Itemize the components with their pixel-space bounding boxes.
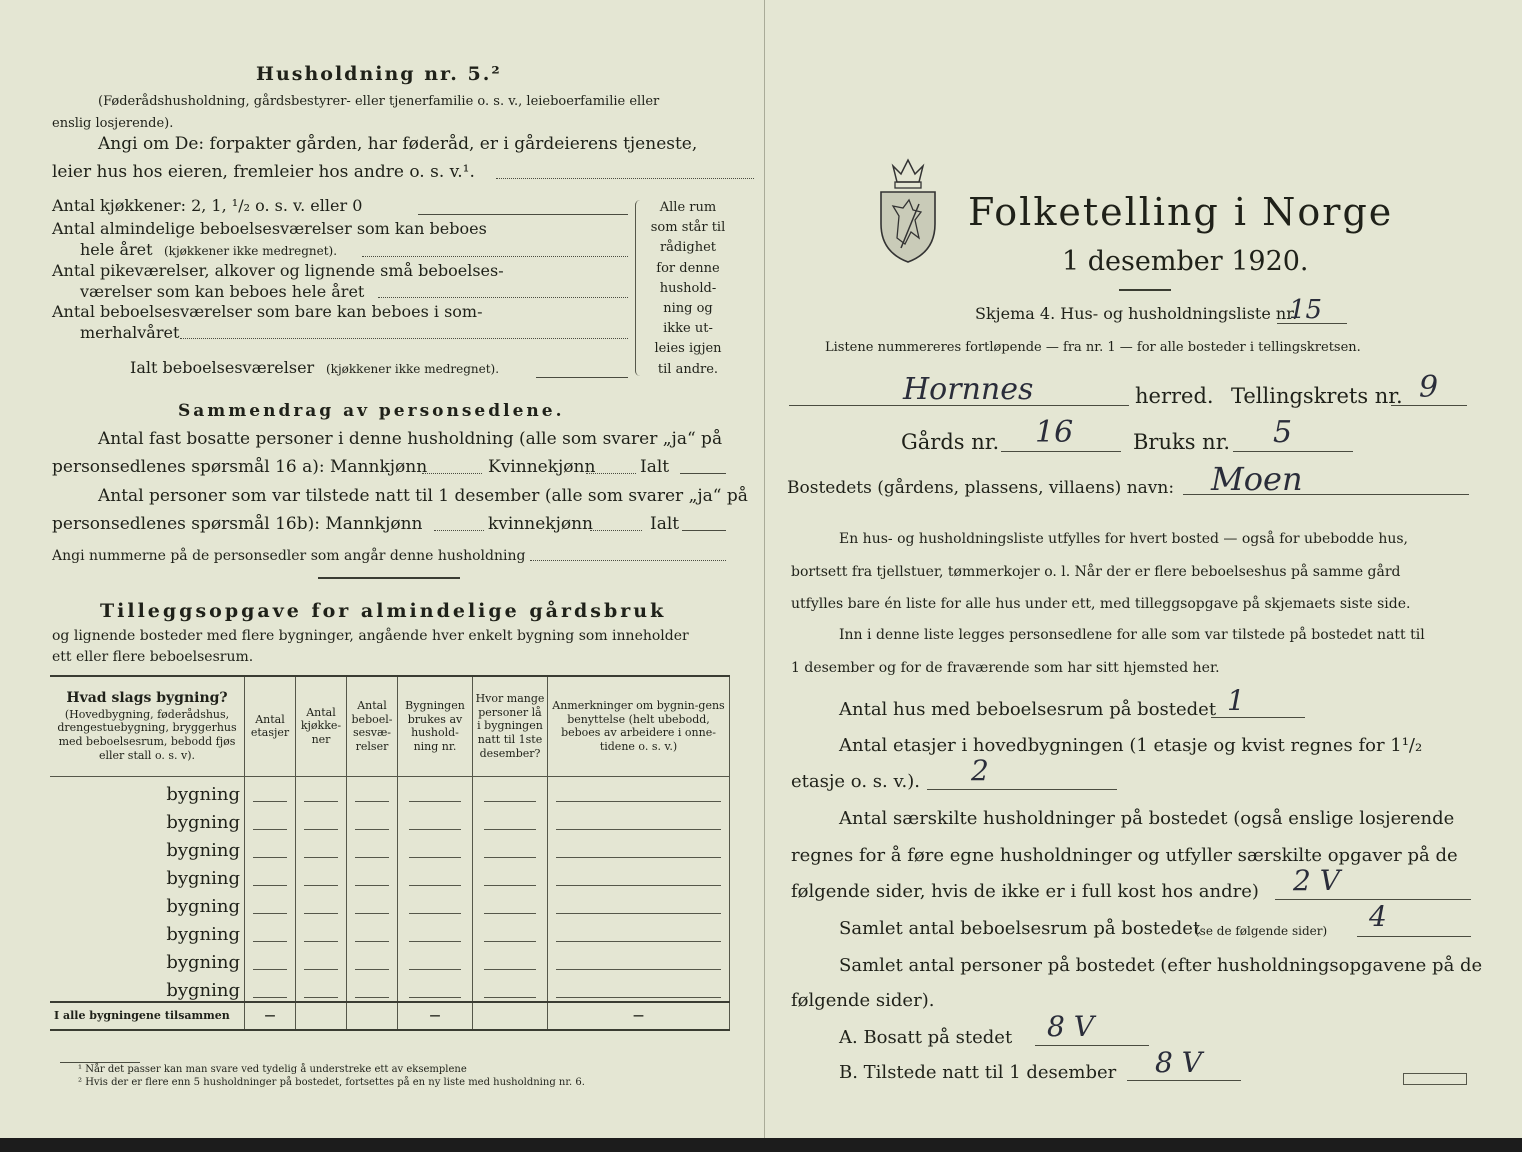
tellingskrets-field[interactable]	[1391, 405, 1467, 406]
cell[interactable]	[398, 833, 473, 861]
q-hush-value[interactable]: 2 V	[1293, 864, 1340, 897]
total-field-2[interactable]	[682, 530, 726, 531]
table-row	[50, 889, 730, 917]
cell[interactable]	[548, 917, 730, 945]
census-date: 1 desember 1920.	[1062, 246, 1309, 277]
instruction-3: utfylles bare én liste for alle hus under ett, med tilleggsopgave på skjemaets siste side.	[791, 596, 1411, 612]
q-hus-field[interactable]	[1211, 717, 1305, 718]
footnote-1: ¹ Når det passer kan man svare ved tydelig å understreke ett av eksemplene	[78, 1064, 467, 1075]
skjema-value[interactable]: 15	[1289, 295, 1323, 325]
summary-line-1: Antal fast bosatte personer i denne husholdning (alle som svarer „ja“ på	[98, 429, 723, 449]
listene-note: Listene nummereres fortløpende — fra nr. 1 — for alle bosteder i tellingskretsen.	[825, 340, 1361, 355]
total-household[interactable]: —	[398, 1002, 473, 1030]
ialt-label-1: Ialt	[640, 457, 670, 477]
th-kitchens: Antal kjøkke-ner	[296, 676, 347, 776]
intro-line-2: enslig losjerende).	[52, 116, 174, 131]
census-title: Folketelling i Norge	[968, 190, 1394, 234]
summary-line-3: Antal personer som var tilstede natt til 1 desember (alle som svarer „ja“ på	[98, 486, 748, 506]
a-label: A. Bosatt på stedet	[839, 1027, 1013, 1048]
cell[interactable]	[398, 917, 473, 945]
angi-field[interactable]	[496, 178, 754, 179]
cell[interactable]	[245, 833, 296, 861]
table-row	[50, 776, 730, 805]
maid-rooms-field[interactable]	[378, 297, 628, 298]
tellingskrets-value[interactable]: 9	[1419, 370, 1439, 405]
cell[interactable]	[473, 945, 548, 973]
cell[interactable]	[296, 776, 347, 805]
q-rum-field[interactable]	[1357, 936, 1471, 937]
gards-label: Gårds nr.	[901, 430, 1000, 454]
q-etasjer-1: Antal etasjer i hovedbygningen (1 etasje og kvist regnes for 1¹/₂	[839, 735, 1423, 756]
cell[interactable]	[398, 776, 473, 805]
cell[interactable]	[347, 945, 398, 973]
q-etasjer-2: etasje o. s. v.).	[791, 771, 920, 792]
women-label-1: Kvinnekjønn	[488, 457, 596, 477]
brace	[635, 200, 640, 376]
cell[interactable]	[473, 973, 548, 1002]
th-household: Bygningen brukes av hushold-ning nr.	[398, 676, 473, 776]
table-row	[50, 917, 730, 945]
cell[interactable]	[398, 889, 473, 917]
numbers-field[interactable]	[530, 560, 726, 561]
rooms-kitchens: Antal kjøkkener: 2, 1, ¹/₂ o. s. v. eller 0	[52, 196, 363, 215]
b-value[interactable]: 8 V	[1155, 1046, 1202, 1079]
q-rum-value[interactable]: 4	[1369, 900, 1387, 933]
row-label: bygning	[50, 861, 245, 889]
cell[interactable]	[473, 833, 548, 861]
q-hush-2: regnes for å føre egne husholdninger og utfyller særskilte opgaver på de	[791, 845, 1458, 866]
women-label-2: kvinnekjønn	[488, 514, 594, 534]
rooms-ordinary: Antal almindelige beboelsesværelser som kan beboes	[52, 219, 487, 238]
cell[interactable]	[245, 805, 296, 833]
ialt-field[interactable]	[536, 377, 628, 378]
cell[interactable]	[473, 917, 548, 945]
summer-rooms-field[interactable]	[180, 338, 628, 339]
summary-title: Sammendrag av personsedlene.	[178, 401, 565, 421]
skjema-label: Skjema 4. Hus- og husholdningsliste nr.	[975, 304, 1298, 323]
q-hush-1: Antal særskilte husholdninger på bostedet (også enslige losjerende	[839, 808, 1455, 829]
q-pers-2: følgende sider).	[791, 990, 935, 1011]
rooms-maid-2: værelser som kan beboes hele året	[80, 282, 365, 301]
instruction-2: bortsett fra tjellstuer, tømmerkojer o. l. Når der er flere beboelseshus på samme gård	[791, 564, 1401, 580]
household-title: Husholdning nr. 5.²	[256, 63, 502, 85]
row-label: bygning	[50, 945, 245, 973]
cell[interactable]	[296, 889, 347, 917]
cell[interactable]	[473, 805, 548, 833]
instruction-1: En hus- og husholdningsliste utfylles for hvert bosted — også for ubebodde hus,	[839, 531, 1408, 547]
divider	[318, 577, 460, 579]
q-etasjer-value[interactable]: 2	[971, 754, 989, 787]
bruks-label: Bruks nr.	[1133, 430, 1231, 454]
kitchens-field[interactable]	[418, 214, 628, 215]
bruks-field[interactable]	[1233, 451, 1353, 452]
row-label: bygning	[50, 805, 245, 833]
summary-line-4: personsedlenes spørsmål 16b): Mannkjønn	[52, 514, 423, 534]
b-label: B. Tilstede natt til 1 desember	[839, 1062, 1117, 1083]
ordinary-rooms-field[interactable]	[362, 256, 628, 257]
ialt-label: Ialt beboelsesværelser	[130, 358, 315, 377]
cell[interactable]	[548, 833, 730, 861]
total-rooms[interactable]	[347, 1002, 398, 1030]
cell[interactable]	[398, 861, 473, 889]
cell[interactable]	[548, 889, 730, 917]
cell[interactable]	[548, 973, 730, 1002]
instruction-4: Inn i denne liste legges personsedlene for alle som var tilstede på bostedet natt til	[839, 627, 1425, 643]
cell[interactable]	[398, 973, 473, 1002]
rooms-maid: Antal pikeværelser, alkover og lignende små beboelses-	[52, 261, 504, 280]
intro-line-1: (Føderådshusholdning, gårdsbestyrer- eller tjenerfamilie o. s. v., leieboerfamilie eller	[98, 94, 660, 109]
cell[interactable]	[245, 945, 296, 973]
coat-of-arms-icon	[875, 154, 941, 266]
cell[interactable]	[548, 861, 730, 889]
gards-value[interactable]: 16	[1035, 415, 1074, 450]
rooms-summer: Antal beboelsesværelser som bare kan beboes i som-	[52, 302, 483, 321]
cell[interactable]	[347, 889, 398, 917]
tellingskrets-label: Tellingskrets nr.	[1231, 384, 1403, 408]
row-label: bygning	[50, 917, 245, 945]
total-persons[interactable]	[473, 1002, 548, 1030]
total-remarks[interactable]: —	[548, 1002, 730, 1030]
cell[interactable]	[548, 805, 730, 833]
left-page	[0, 0, 765, 1138]
ialt-note: (kjøkkener ikke medregnet).	[326, 362, 500, 376]
supp-text-1: og lignende bosteder med flere bygninger, angående hver enkelt bygning som inneholder	[52, 628, 689, 644]
cell[interactable]	[398, 805, 473, 833]
ialt-label-2: Ialt	[650, 514, 680, 534]
right-page	[765, 0, 1522, 1138]
women-field-1[interactable]	[586, 473, 636, 474]
q-etasjer-field[interactable]	[927, 789, 1117, 790]
cell[interactable]	[347, 861, 398, 889]
cell[interactable]	[473, 776, 548, 805]
rooms-whole-year: hele året	[80, 240, 153, 259]
a-field[interactable]	[1035, 1045, 1149, 1046]
row-label: bygning	[50, 889, 245, 917]
q-hush-3: følgende sider, hvis de ikke er i full kost hos andre)	[791, 881, 1259, 902]
total-label: I alle bygningene tilsammen	[50, 1002, 245, 1030]
table-row	[50, 973, 730, 1002]
building-table	[50, 675, 730, 1031]
women-field-2[interactable]	[590, 530, 642, 531]
row-label: bygning	[50, 833, 245, 861]
summary-line-5: Angi nummerne på de personsedler som angår denne husholdning	[52, 548, 526, 564]
angi-line-1: Angi om De: forpakter gården, har føderåd, er i gårdeierens tjeneste,	[98, 134, 698, 154]
bosted-label: Bostedets (gårdens, plassens, villaens) navn:	[787, 478, 1175, 498]
a-value[interactable]: 8 V	[1047, 1010, 1094, 1043]
cell[interactable]	[245, 861, 296, 889]
herred-label: herred.	[1135, 384, 1214, 408]
men-field-1[interactable]	[422, 473, 482, 474]
herred-value[interactable]: Hornnes	[903, 372, 1034, 407]
cell[interactable]	[548, 945, 730, 973]
footnote-2: ² Hvis der er flere enn 5 husholdninger på bostedet, fortsettes på en ny liste med husholdning nr. 6.	[78, 1077, 585, 1088]
th-remarks: Anmerkninger om bygnin-gens benyttelse (helt ubebodd, beboes av arbeidere i onne-tidene o. s. v.)	[548, 676, 730, 776]
bruks-value[interactable]: 5	[1273, 415, 1293, 450]
q-rum-note: (se de følgende sider)	[1195, 924, 1328, 938]
summary-line-2: personsedlenes spørsmål 16 a): Mannkjønn	[52, 457, 428, 477]
instruction-5: 1 desember og for de fraværende som har sitt hjemsted her.	[791, 660, 1220, 676]
q-hus-value[interactable]: 1	[1227, 684, 1245, 717]
cell[interactable]	[245, 917, 296, 945]
table-row	[50, 805, 730, 833]
cell[interactable]	[473, 861, 548, 889]
q-rum-label: Samlet antal beboelsesrum på bostedet	[839, 918, 1201, 939]
brace-note: Alle rum som står til rådighet for denne hushold- ning og ikke ut- leies igjen til andre.	[650, 200, 726, 377]
th-rooms: Antal beboel-sesvæ-relser	[347, 676, 398, 776]
gards-field[interactable]	[1001, 451, 1121, 452]
cell[interactable]	[347, 917, 398, 945]
cell[interactable]	[398, 945, 473, 973]
bosted-value[interactable]: Moen	[1211, 460, 1303, 498]
th-floors: Antal etasjer	[245, 676, 296, 776]
total-row	[50, 1002, 730, 1030]
q-pers-1: Samlet antal personer på bostedet (efter husholdningsopgavene på de	[839, 955, 1483, 976]
cell[interactable]	[296, 833, 347, 861]
cell[interactable]	[296, 917, 347, 945]
angi-line-2: leier hus hos eieren, fremleier hos andre o. s. v.¹.	[52, 162, 475, 182]
cell[interactable]	[245, 973, 296, 1002]
th-persons: Hvor mange personer lå i bygningen natt til 1ste desember?	[473, 676, 548, 776]
printer-mark	[1403, 1073, 1467, 1085]
cell[interactable]	[347, 805, 398, 833]
cell[interactable]	[548, 776, 730, 805]
title-rule	[1119, 289, 1171, 291]
cell[interactable]	[296, 945, 347, 973]
q-hus-label: Antal hus med beboelsesrum på bostedet	[839, 699, 1217, 720]
table-row	[50, 861, 730, 889]
cell[interactable]	[347, 776, 398, 805]
cell[interactable]	[296, 805, 347, 833]
cell[interactable]	[245, 776, 296, 805]
th-building: Hvad slags bygning? (Hovedbygning, føderådshus, drengestuebygning, bryggerhus med beboelsesrum, bebodd fjøs eller stall o. s. v).	[50, 676, 245, 776]
supp-text-2: ett eller flere beboelsesrum.	[52, 649, 254, 665]
rooms-whole-year-note: (kjøkkener ikke medregnet).	[164, 244, 338, 258]
cell[interactable]	[296, 973, 347, 1002]
table-row	[50, 945, 730, 973]
men-field-2[interactable]	[434, 530, 484, 531]
table-row	[50, 833, 730, 861]
total-field-1[interactable]	[680, 473, 726, 474]
cell[interactable]	[347, 833, 398, 861]
cell[interactable]	[245, 889, 296, 917]
supp-title: Tilleggsopgave for almindelige gårdsbruk	[100, 600, 667, 622]
row-label: bygning	[50, 973, 245, 1002]
cell[interactable]	[347, 973, 398, 1002]
cell[interactable]	[473, 889, 548, 917]
row-label: bygning	[50, 776, 245, 805]
total-kitchens[interactable]	[296, 1002, 347, 1030]
total-floors[interactable]: —	[245, 1002, 296, 1030]
rooms-summer-2: merhalvåret	[80, 323, 180, 342]
b-field[interactable]	[1127, 1080, 1241, 1081]
cell[interactable]	[296, 861, 347, 889]
footnote-rule	[60, 1062, 140, 1063]
